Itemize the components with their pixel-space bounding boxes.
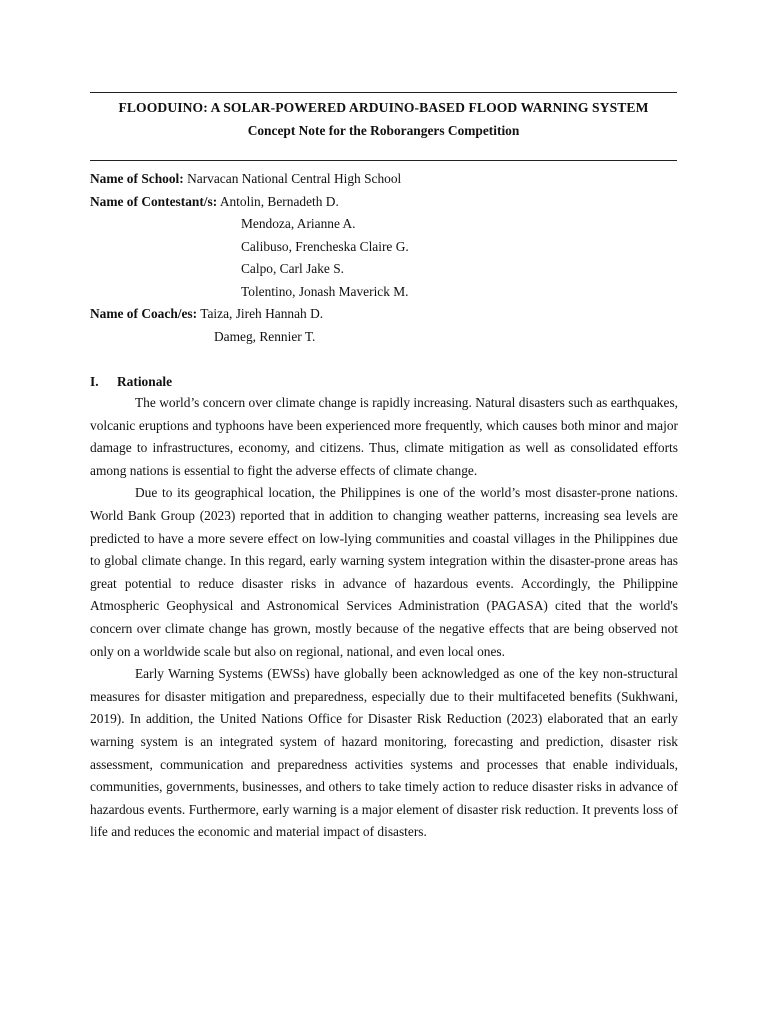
contestants-row (90, 191, 677, 214)
section-heading (90, 372, 678, 392)
section-title: Rationale (117, 374, 173, 389)
contestant-name: Calpo, Carl Jake S. (241, 261, 345, 276)
contestant-name: Mendoza, Arianne A. (241, 216, 356, 231)
paragraph: Due to its geographical location, the Philippines is one of the world’s most disaster-prone nations. World Bank Group (2023) reported that in addition to changing weather patterns, increasing sea levels are predicted to have a more severe effect on low-lying communities and coastal villages in the Philippines due to global climate change. In this regard, early warning system integration within the disaster-prone areas has great potential to reduce disaster risks in advance of hazardous events. Accordingly, the Philippine Atmospheric Geophysical and Astronomical Services Administration (PAGASA) cited that the world's concern over climate change has grown, mostly because of the negative effects that are being observed not only on a worldwide scale but also on regional, national, and even local ones. (90, 485, 678, 659)
contestant-row (90, 258, 677, 281)
coaches-label: Name of Coach/es: (90, 306, 198, 321)
school-value: Narvacan National Central High School (187, 171, 402, 186)
coach-name: Taiza, Jireh Hannah D. (200, 306, 324, 321)
document-title: FLOODUINO: A SOLAR-POWERED ARDUINO-BASED FLOOD WARNING SYSTEM (118, 100, 649, 115)
paragraph: Early Warning Systems (EWSs) have globally been acknowledged as one of the key non-structural measures for disaster mitigation and preparedness, especially due to their multifaceted benefits (Sukhwani, 2019). In addition, the United Nations Office for Disaster Risk Reduction (2023) elaborated that an early warning system is an integrated system of hazard monitoring, forecasting and prediction, disaster risk assessment, communication and preparedness activities systems and processes that enable individuals, communities, governments, businesses, and others to take timely action to reduce disaster risks in advance of hazardous events. Furthermore, early warning is a major element of disaster risk reduction. It prevents loss of life and reduces the economic and material impact of disasters. (90, 666, 678, 840)
coach-name: Dameg, Rennier T. (214, 328, 316, 344)
contestant-name: Antolin, Bernadeth D. (219, 193, 339, 209)
coaches-row (90, 303, 677, 326)
school-row (90, 168, 677, 191)
rationale-section (90, 372, 678, 844)
contestant-row (90, 281, 677, 304)
school-label: Name of School: (90, 171, 184, 186)
coach-row (90, 326, 677, 349)
contestant-row (90, 213, 677, 236)
contestant-row (90, 236, 677, 259)
contestant-name: Tolentino, Jonash Maverick M. (241, 283, 409, 299)
top-rule (90, 92, 677, 93)
document-subtitle: Concept Note for the Roborangers Competition (247, 123, 520, 138)
section-number: I. (90, 374, 99, 389)
bottom-rule (90, 160, 677, 161)
contestants-label: Name of Contestant/s: (90, 193, 218, 209)
paragraph: The world’s concern over climate change is rapidly increasing. Natural disasters such as earthquakes, volcanic eruptions and typhoons have been experienced more frequently, which causes both minor and major damage to infrastructures, economy, and citizens. Thus, climate mitigation as well as consolidated efforts among nations is essential to fight the adverse effects of climate change. (90, 395, 678, 478)
contestant-name: Calibuso, Frencheska Claire G. (241, 238, 409, 254)
contestant-info (90, 168, 677, 348)
